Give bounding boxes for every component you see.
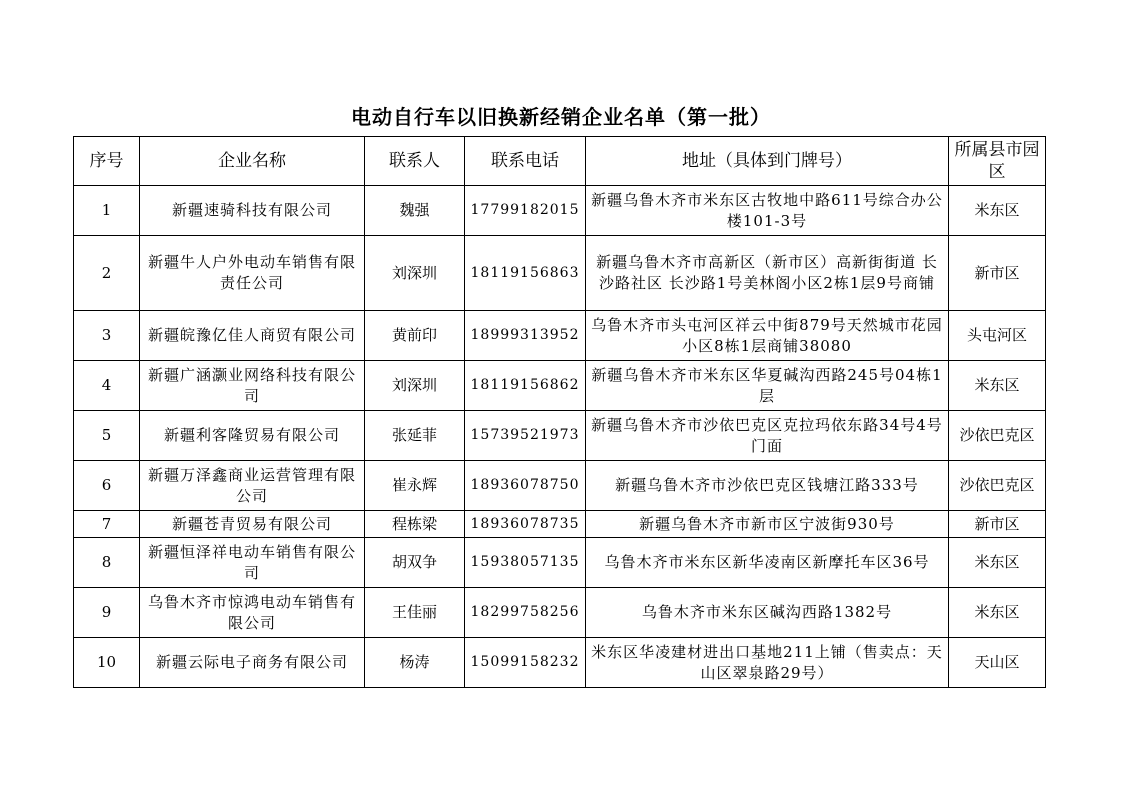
cell-contact: 杨涛 [365, 638, 465, 688]
cell-phone: 18119156863 [465, 236, 586, 311]
table-row [74, 361, 1046, 411]
cell-no: 7 [74, 511, 140, 538]
cell-no: 4 [74, 361, 140, 411]
table-header-row [74, 137, 1046, 186]
document-title: 电动自行车以旧换新经销企业名单（第一批） [351, 105, 771, 129]
cell-contact: 黄前印 [365, 311, 465, 361]
cell-contact: 崔永辉 [365, 461, 465, 511]
cell-address: 新疆乌鲁木齐市沙依巴克区钱塘江路333号 [586, 461, 949, 511]
cell-company-name: 新疆皖豫亿佳人商贸有限公司 [140, 311, 365, 361]
cell-address: 乌鲁木齐市头屯河区祥云中街879号天然城市花园小区8栋1层商铺38080 [586, 311, 949, 361]
table-row [74, 511, 1046, 538]
cell-company-name: 新疆恒泽祥电动车销售有限公司 [140, 538, 365, 588]
cell-phone: 18119156862 [465, 361, 586, 411]
cell-address: 米东区华凌建材进出口基地211上铺（售卖点：天山区翠泉路29号） [586, 638, 949, 688]
table-row [74, 186, 1046, 236]
table-row [74, 538, 1046, 588]
cell-district: 米东区 [949, 361, 1046, 411]
cell-company-name: 新疆速骑科技有限公司 [140, 186, 365, 236]
cell-company-name: 新疆牛人户外电动车销售有限责任公司 [140, 236, 365, 311]
header-contact: 联系人 [365, 137, 465, 186]
table-row [74, 638, 1046, 688]
cell-contact: 胡双争 [365, 538, 465, 588]
cell-district: 米东区 [949, 538, 1046, 588]
header-address: 地址（具体到门牌号） [586, 137, 949, 186]
header-no: 序号 [74, 137, 140, 186]
cell-phone: 15938057135 [465, 538, 586, 588]
cell-district: 头屯河区 [949, 311, 1046, 361]
header-company-name: 企业名称 [140, 137, 365, 186]
cell-no: 6 [74, 461, 140, 511]
cell-district: 天山区 [949, 638, 1046, 688]
header-district: 所属县市园区 [949, 137, 1046, 186]
cell-district: 新市区 [949, 236, 1046, 311]
cell-phone: 18936078735 [465, 511, 586, 538]
cell-contact: 王佳丽 [365, 588, 465, 638]
cell-address: 新疆乌鲁木齐市米东区华夏碱沟西路245号04栋1层 [586, 361, 949, 411]
cell-company-name: 新疆利客隆贸易有限公司 [140, 411, 365, 461]
cell-address: 乌鲁木齐市米东区新华凌南区新摩托车区36号 [586, 538, 949, 588]
cell-address: 新疆乌鲁木齐市沙依巴克区克拉玛依东路34号4号门面 [586, 411, 949, 461]
cell-district: 米东区 [949, 186, 1046, 236]
table-row [74, 588, 1046, 638]
cell-district: 米东区 [949, 588, 1046, 638]
cell-contact: 程栋梁 [365, 511, 465, 538]
cell-company-name: 乌鲁木齐市惊鸿电动车销售有限公司 [140, 588, 365, 638]
cell-address: 新疆乌鲁木齐市新市区宁波街930号 [586, 511, 949, 538]
cell-company-name: 新疆云际电子商务有限公司 [140, 638, 365, 688]
cell-no: 3 [74, 311, 140, 361]
table-row [74, 311, 1046, 361]
cell-district: 新市区 [949, 511, 1046, 538]
table-row [74, 236, 1046, 311]
cell-contact: 张延菲 [365, 411, 465, 461]
cell-phone: 17799182015 [465, 186, 586, 236]
dealer-table [73, 136, 1046, 688]
cell-phone: 18299758256 [465, 588, 586, 638]
cell-contact: 刘深圳 [365, 236, 465, 311]
table-row [74, 461, 1046, 511]
cell-phone: 18999313952 [465, 311, 586, 361]
cell-phone: 15739521973 [465, 411, 586, 461]
cell-company-name: 新疆万泽鑫商业运营管理有限公司 [140, 461, 365, 511]
cell-no: 1 [74, 186, 140, 236]
cell-no: 8 [74, 538, 140, 588]
cell-company-name: 新疆苍青贸易有限公司 [140, 511, 365, 538]
cell-address: 新疆乌鲁木齐市米东区古牧地中路611号综合办公楼101-3号 [586, 186, 949, 236]
cell-address: 新疆乌鲁木齐市高新区（新市区）高新街街道 长沙路社区 长沙路1号美林阁小区2栋1层9号商铺 [586, 236, 949, 311]
cell-company-name: 新疆广涵灏业网络科技有限公司 [140, 361, 365, 411]
cell-phone: 18936078750 [465, 461, 586, 511]
cell-contact: 魏强 [365, 186, 465, 236]
cell-address: 乌鲁木齐市米东区碱沟西路1382号 [586, 588, 949, 638]
cell-no: 9 [74, 588, 140, 638]
cell-phone: 15099158232 [465, 638, 586, 688]
header-phone: 联系电话 [465, 137, 586, 186]
cell-no: 10 [74, 638, 140, 688]
cell-no: 2 [74, 236, 140, 311]
cell-contact: 刘深圳 [365, 361, 465, 411]
cell-district: 沙依巴克区 [949, 461, 1046, 511]
cell-district: 沙依巴克区 [949, 411, 1046, 461]
cell-no: 5 [74, 411, 140, 461]
table-row [74, 411, 1046, 461]
